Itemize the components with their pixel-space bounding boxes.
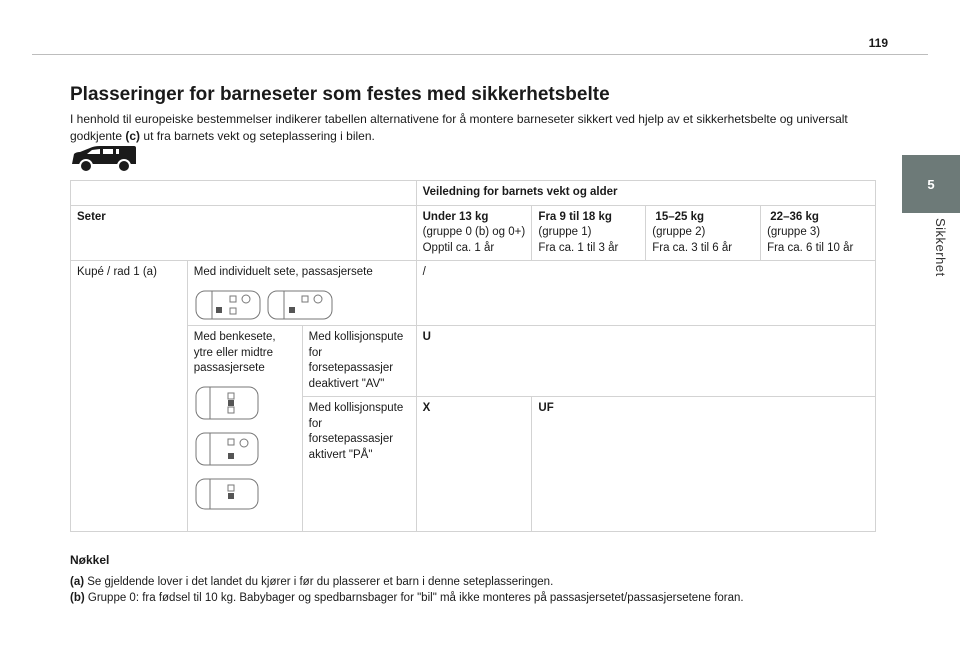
weight-group-title: 22–36 kg bbox=[767, 210, 819, 223]
child-seat-table bbox=[70, 180, 876, 532]
guide-header: Veiledning for barnets vekt og alder bbox=[416, 181, 875, 206]
table-row bbox=[71, 326, 876, 397]
key-note-ref: (b) bbox=[70, 592, 85, 604]
header-divider bbox=[32, 54, 928, 55]
weight-group-line: Opptil ca. 1 år bbox=[422, 241, 495, 254]
individual-seat-cell bbox=[187, 261, 416, 326]
vehicle-top-view-icon bbox=[194, 289, 334, 321]
key-note-text: Gruppe 0: fra fødsel til 10 kg. Babybager og spedbarnsbager for "bil" må ikke monteres på passasjersetet/passasjersetene foran. bbox=[84, 592, 744, 604]
key-note bbox=[70, 590, 890, 606]
airbag-on-label: Med kollisjonspute for forsetepassasjer aktivert "PÅ" bbox=[302, 397, 416, 532]
intro-paragraph bbox=[70, 111, 850, 145]
bench-seat-label: Med benkesete, ytre eller midtre passasjersete bbox=[193, 331, 276, 374]
key-note-text: Se gjeldende lover i det landet du kjører i før du plasserer et barn i denne seteplasseringen. bbox=[84, 576, 554, 588]
chapter-label: Sikkerhet bbox=[933, 218, 948, 277]
page-title: Plasseringer for barneseter som festes med sikkerhetsbelte bbox=[70, 84, 610, 105]
key-heading: Nøkkel bbox=[70, 553, 110, 567]
weight-group-title: Under 13 kg bbox=[422, 210, 489, 223]
intro-text-1: I henhold til europeiske bestemmelser indikerer tabellen alternativene for å montere barneseter sikkert ved hjelp av et sikkerhetsbelte og universalt godkjente bbox=[70, 112, 848, 143]
weight-group-2 bbox=[646, 205, 761, 261]
airbag-on-value-groups123: UF bbox=[532, 397, 876, 532]
seats-header: Seter bbox=[71, 205, 417, 261]
weight-group-line: (gruppe 3) bbox=[767, 226, 821, 238]
weight-group-line: Fra ca. 1 til 3 år bbox=[538, 241, 619, 254]
table-row bbox=[71, 261, 876, 326]
individual-seat-value: / bbox=[416, 261, 875, 326]
table-cell-empty bbox=[71, 181, 417, 206]
intro-reference: (c) bbox=[125, 129, 141, 143]
row-label: Kupé / rad 1 (a) bbox=[71, 261, 188, 532]
weight-group-line: (gruppe 1) bbox=[538, 226, 592, 238]
key-note bbox=[70, 574, 890, 590]
airbag-off-label: Med kollisjonspute for forsetepassasjer deaktivert "AV" bbox=[302, 326, 416, 397]
weight-group-0 bbox=[416, 205, 532, 261]
weight-group-line: (gruppe 2) bbox=[652, 226, 706, 238]
weight-group-line: Fra ca. 3 til 6 år bbox=[652, 241, 733, 254]
weight-group-1 bbox=[532, 205, 646, 261]
key-notes bbox=[70, 574, 890, 606]
key-note-ref: (a) bbox=[70, 576, 85, 588]
weight-group-line: Fra ca. 6 til 10 år bbox=[767, 241, 854, 254]
weight-group-title: 15–25 kg bbox=[652, 210, 705, 223]
vehicle-top-view-icon bbox=[194, 385, 260, 511]
weight-group-3 bbox=[761, 205, 876, 261]
airbag-off-value: U bbox=[416, 326, 875, 397]
page-number: 119 bbox=[868, 36, 888, 50]
airbag-on-value-group0: X bbox=[416, 397, 532, 532]
chapter-number: 5 bbox=[927, 176, 935, 192]
weight-group-title: Fra 9 til 18 kg bbox=[538, 210, 612, 223]
bench-seat-cell bbox=[187, 326, 302, 532]
van-side-icon bbox=[70, 142, 138, 174]
weight-group-line: (gruppe 0 (b) og 0+) bbox=[422, 226, 526, 238]
individual-seat-label: Med individuelt sete, passasjersete bbox=[193, 266, 373, 278]
intro-text-2: ut fra barnets vekt og seteplassering i bilen. bbox=[140, 129, 375, 143]
table-row bbox=[71, 181, 876, 206]
table-row bbox=[71, 205, 876, 261]
chapter-tab[interactable] bbox=[902, 155, 960, 213]
